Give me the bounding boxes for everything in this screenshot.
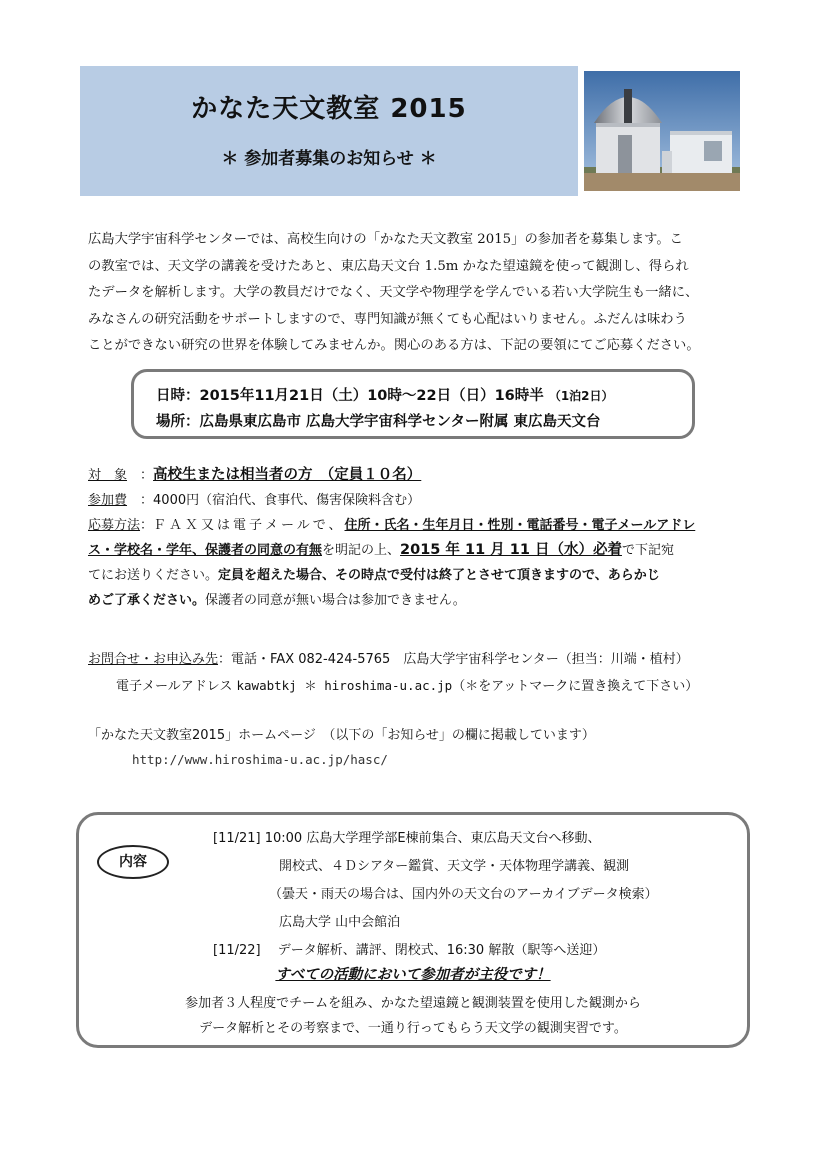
intro-line: 広島大学宇宙科学センターでは、高校生向けの「かなた天文教室 2015」の参加者を募集します。こ bbox=[88, 232, 683, 247]
recruitment-info bbox=[88, 463, 748, 613]
date-label: 日時： bbox=[156, 388, 200, 404]
event-info-box bbox=[131, 369, 695, 439]
place-value: 広島県東広島市 広島大学宇宙科学センター附属 東広島天文台 bbox=[199, 414, 601, 430]
intro-line: みなさんの研究活動をサポートしますので、専門知識が無くても心配はいりません。ふだんは味わう bbox=[88, 311, 687, 327]
apply-row-2 bbox=[88, 538, 748, 563]
email-note: （＊をアットマークに置き換えて下さい） bbox=[452, 679, 699, 694]
place-label: 場所： bbox=[156, 414, 200, 430]
fee-label: 参加費 bbox=[88, 493, 128, 508]
program-desc-line: 参加者３人程度でチームを組み、かなた望遠鏡と観測装置を使用した観測から bbox=[185, 996, 641, 1011]
intro-line: の教室では、天文学の講義を受けたあと、東広島天文台 1.5m かなた望遠鏡を使って観測し、得られ bbox=[88, 258, 689, 274]
program-desc-line: データ解析とその考察まで、一通り行ってもらう天文学の観測実習です。 bbox=[199, 1021, 627, 1036]
program-box bbox=[76, 812, 750, 1048]
email-label: 電子メールアドレス bbox=[116, 679, 233, 694]
date-note: （1泊2日） bbox=[548, 389, 614, 403]
apply-items-cont: ス・学校名・学年、保護者の同意の有無 bbox=[88, 543, 323, 558]
schedule-day1: [11/21] 10:00 広島大学理学部E棟前集合、東広島天文台へ移動、 bbox=[213, 831, 601, 846]
header-band bbox=[80, 66, 578, 196]
schedule bbox=[213, 825, 658, 965]
program-tagline: すべての活動において参加者が主役です！ bbox=[275, 967, 551, 983]
contact-section bbox=[88, 647, 748, 700]
date-value: 2015年11月21日（土）10時～22日（日）16時半 bbox=[199, 388, 544, 404]
observatory-dome-photo bbox=[584, 71, 740, 191]
program-badge: 内容 bbox=[97, 845, 169, 879]
page-subtitle: ＊ 参加者募集のお知らせ ＊ bbox=[221, 149, 437, 169]
apply-row: 応募方法：ＦＡＸ又は電子メールで、住所・氏名・生年月日・性別・電話番号・電子メールアドレ bbox=[88, 518, 696, 533]
apply-deadline: 2015 年 11 月 11 日（水）必着 bbox=[400, 542, 622, 558]
schedule-day1-activities: 開校式、４Ｄシアター鑑賞、天文学・天体物理学講義、観測 bbox=[279, 859, 630, 874]
target-row: 対 象 ：高校生または相当者の方 （定員１０名） bbox=[88, 467, 422, 483]
contact-phone-row bbox=[88, 647, 748, 673]
fee-value: 4000円（宿泊代、食事代、傷害保険料含む） bbox=[153, 493, 421, 508]
apply-items: 住所・氏名・生年月日・性別・電話番号・電子メールアドレ bbox=[344, 518, 696, 533]
schedule-day1-weather-note: （曇天・雨天の場合は、国内外の天文台のアーカイブデータ検索） bbox=[269, 887, 658, 902]
homepage-section bbox=[88, 724, 748, 772]
schedule-day1-lodging: 広島大学 山中会館泊 bbox=[279, 915, 401, 930]
intro-paragraph bbox=[88, 227, 744, 360]
event-place bbox=[156, 410, 601, 431]
schedule-day2: [11/22] データ解析、講評、閉校式、16:30 解散（駅等へ送迎） bbox=[213, 943, 606, 958]
target-value: 高校生または相当者の方 （定員１０名） bbox=[153, 467, 422, 483]
intro-line: ことができない研究の世界を体験してみませんか。関心のある方は、下記の要領にてご応募ください。 bbox=[88, 338, 700, 353]
apply-pre: ＦＡＸ又は電子メールで、 bbox=[153, 518, 345, 533]
apply-post: で下記宛 bbox=[621, 543, 674, 558]
apply-consent-note: 保護者の同意が無い場合は参加できません。 bbox=[205, 593, 466, 608]
program-description bbox=[79, 991, 747, 1041]
contact-label: お問合せ・お申込み先 bbox=[88, 652, 219, 667]
apply-post-cont: てにお送りください。 bbox=[88, 568, 219, 583]
page-title: かなた天文教室 2015 bbox=[191, 94, 467, 124]
apply-row-3 bbox=[88, 563, 748, 588]
homepage-url-link[interactable]: http://www.hiroshima-u.ac.jp/hasc/ bbox=[132, 752, 388, 767]
target-label: 対 象 bbox=[88, 468, 128, 483]
apply-capacity-note: 定員を超えた場合、その時点で受付は終了とさせて頂きますので、あらかじ bbox=[218, 568, 660, 583]
apply-mid: を明記の上、 bbox=[322, 543, 401, 558]
email-value: kawabtkj ＊ hiroshima-u.ac.jp bbox=[236, 678, 453, 693]
contact-email-row bbox=[88, 673, 748, 700]
apply-capacity-note-cont: めご了承ください。 bbox=[88, 593, 206, 608]
fee-row: 参加費 ：4000円（宿泊代、食事代、傷害保険料含む） bbox=[88, 493, 421, 508]
homepage-text: 「かなた天文教室2015」ホームページ （以下の「お知らせ」の欄に掲載しています） bbox=[88, 728, 595, 743]
apply-label: 応募方法 bbox=[88, 518, 141, 533]
event-date bbox=[156, 384, 614, 405]
apply-row-4 bbox=[88, 588, 748, 613]
contact-phone: ：電話・FAX 082-424-5765 広島大学宇宙科学センター（担当：川端・植村） bbox=[218, 652, 689, 667]
intro-line: たデータを解析します。大学の教員だけでなく、天文学や物理学を学んでいる若い大学院生も一緒に、 bbox=[88, 285, 699, 300]
